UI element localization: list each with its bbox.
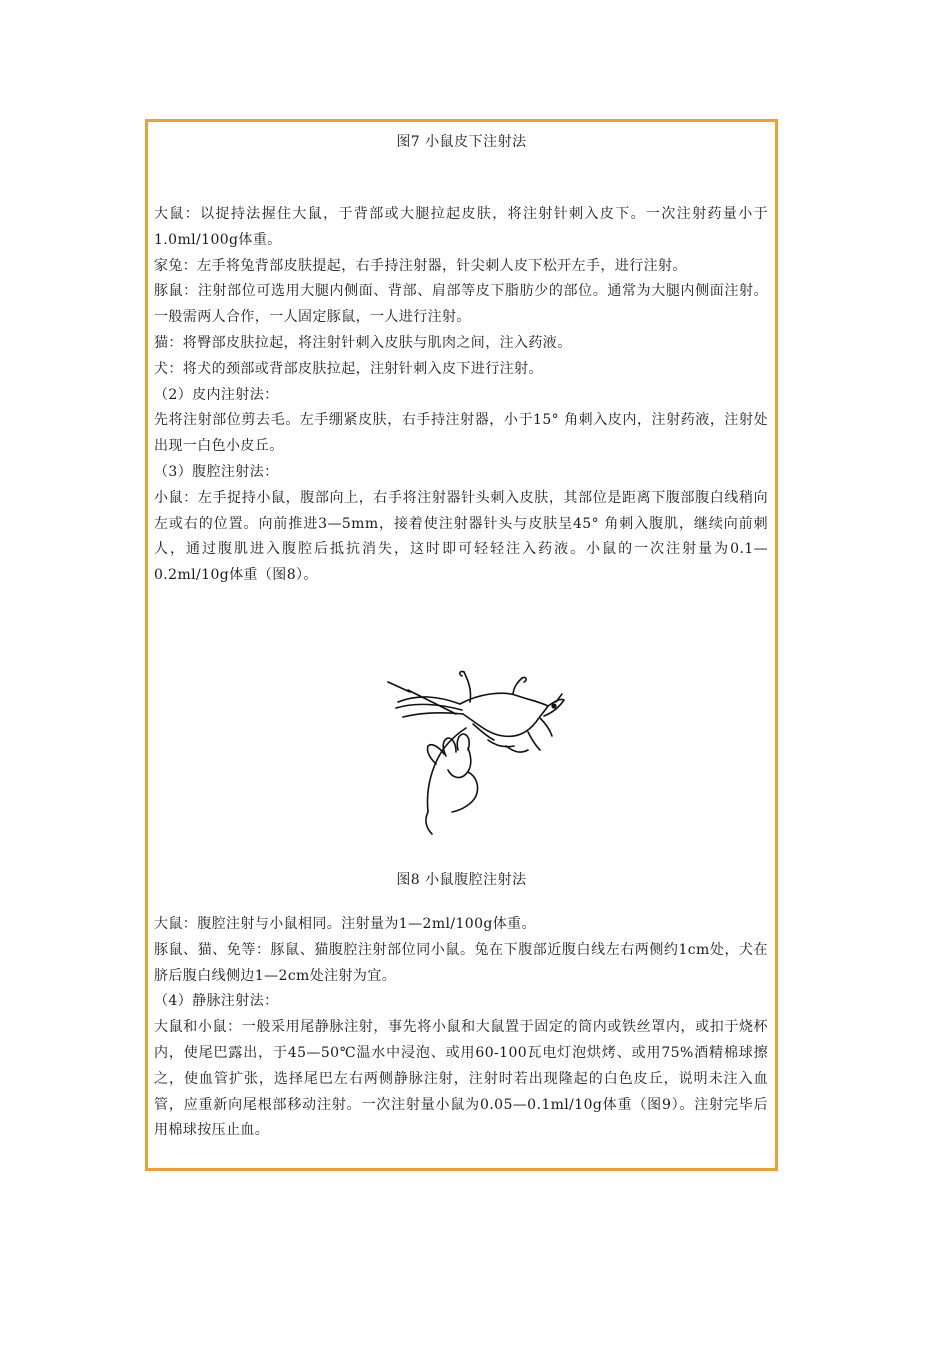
section-peritoneal-and-intravenous bbox=[154, 912, 768, 1144]
paragraph-dog-subcutaneous: 犬：将犬的颈部或背部皮肤拉起，注射针刺入皮下进行注射。 bbox=[154, 360, 543, 377]
paragraph-mouse-intraperitoneal: 小鼠：左手捉持小鼠，腹部向上，右手将注射器针头刺入皮肤，其部位是距离下腹部腹白线稍向左或右的位置。向前推进3—5mm，接着使注射器针头与皮肤呈45° 角刺入腹肌，继续向前刺人，通过腹肌进入腹腔后抵抗消失，这时即可轻轻注入药液。小鼠的一次注射量为0.1—0.2ml/10g体重（图8）。 bbox=[154, 489, 768, 584]
paragraph-rat-mouse-intravenous: 大鼠和小鼠：一般采用尾静脉注射，事先将小鼠和大鼠置于固定的筒内或铁丝罩内，或扣于烧杯内，使尾巴露出，于45—50℃温水中浸泡、或用60-100瓦电灯泡烘烤、或用75%酒精棉球擦之，使血管扩张，选择尾巴左右两侧静脉注射，注射时若出现隆起的白色皮丘，说明未注入血管，应重新向尾根部移动注射。一次注射量小鼠为0.05—0.1ml/10g体重（图9）。注射完毕后用棉球按压止血。 bbox=[154, 1019, 768, 1139]
paragraph-guinea-pig-subcutaneous: 豚鼠：注射部位可选用大腿内侧面、背部、肩部等皮下脂肪少的部位。通常为大腿内侧面注射。一般需两人合作，一人固定豚鼠，一人进行注射。 bbox=[154, 283, 768, 326]
heading-intraperitoneal-injection: （3）腹腔注射法： bbox=[154, 463, 279, 480]
paragraph-rabbit-subcutaneous: 家兔：左手将兔背部皮肤提起，右手持注射器，针尖刺人皮下松开左手，进行注射。 bbox=[154, 257, 687, 274]
figure7-caption: 图7 小鼠皮下注射法 bbox=[396, 134, 527, 150]
paragraph-rat-subcutaneous: 大鼠：以捉持法握住大鼠，于背部或大腿拉起皮肤，将注射针刺入皮下。一次注射药量小于1.0ml/100g体重。 bbox=[154, 206, 768, 248]
paragraph-cat-subcutaneous: 猫：将臀部皮肤拉起，将注射针刺入皮肤与肌肉之间，注入药液。 bbox=[154, 334, 572, 351]
paragraph-rat-intraperitoneal: 大鼠：腹腔注射与小鼠相同。注射量为1—2ml/100g体重。 bbox=[154, 916, 536, 932]
mouse-injection-illustration-icon bbox=[368, 662, 568, 837]
paragraph-guinea-pig-cat-rabbit-intraperitoneal: 豚鼠、猫、免等：豚鼠、猫腹腔注射部位同小鼠。兔在下腹部近腹白线左右两侧约1cm处，犬在脐后腹白线侧边1—2cm处注射为宜。 bbox=[154, 941, 768, 984]
content-frame bbox=[145, 119, 778, 1171]
heading-intradermal-injection: （2）皮内注射法： bbox=[154, 386, 279, 403]
heading-intravenous-injection: （4）静脉注射法： bbox=[154, 993, 279, 1010]
section-subcutaneous-and-peritoneal bbox=[154, 202, 768, 589]
figure8-caption: 图8 小鼠腹腔注射法 bbox=[396, 872, 527, 888]
paragraph-intradermal: 先将注射部位剪去毛。左手绷紧皮肤，右手持注射器，小于15° 角刺入皮内，注射药液，注射处出现一白色小皮丘。 bbox=[154, 412, 768, 455]
